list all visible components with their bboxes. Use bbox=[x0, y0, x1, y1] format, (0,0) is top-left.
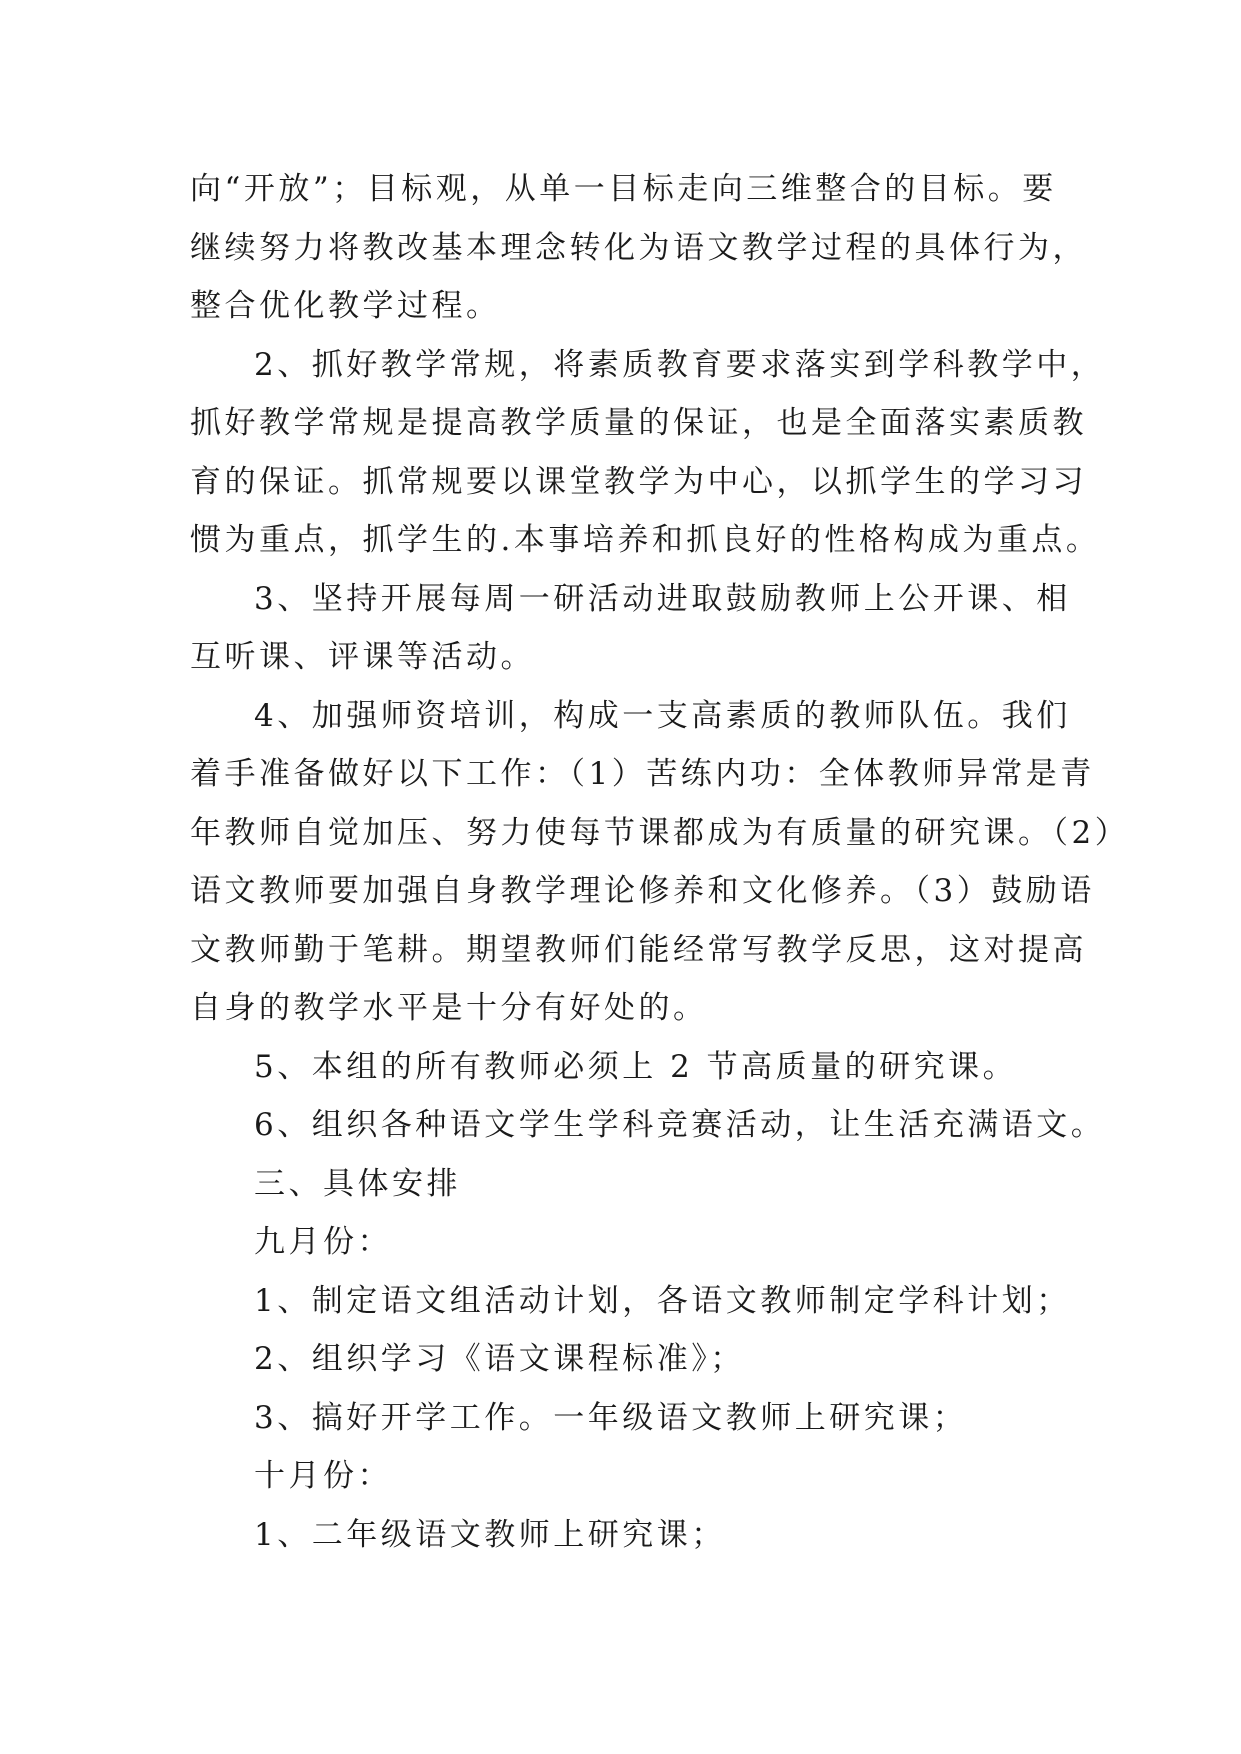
text-line: 继续努力将教改基本理念转化为语文教学过程的具体行为， bbox=[190, 229, 1087, 266]
text-line: 4、加强师资培训，构成一支高素质的教师队伍。我们 bbox=[254, 697, 1071, 734]
month-heading: 十月份： bbox=[254, 1458, 392, 1494]
month-heading: 九月份： bbox=[254, 1224, 392, 1260]
text-line: 育的保证。抓常规要以课堂教学为中心，以抓学生的学习习 bbox=[190, 463, 1087, 500]
text-line: 2、抓好教学常规，将素质教育要求落实到学科教学中， bbox=[254, 346, 1106, 383]
text-line: 自身的教学水平是十分有好处的。 bbox=[190, 990, 708, 1026]
document-body bbox=[190, 160, 1130, 1564]
text-line: 3、坚持开展每周一研活动进取鼓励教师上公开课、相 bbox=[254, 580, 1071, 617]
list-item: 2、组织学习《语文课程标准》； bbox=[254, 1341, 745, 1377]
text-line: 整合优化教学过程。 bbox=[190, 288, 501, 324]
list-item: 1、制定语文组活动计划，各语文教师制定学科计划； bbox=[254, 1282, 1071, 1319]
text-line: 互听课、评课等活动。 bbox=[190, 639, 535, 675]
text-line: 惯为重点，抓学生的.本事培养和抓良好的性格构成为重点。 bbox=[190, 522, 1101, 558]
list-item: 1、二年级语文教师上研究课； bbox=[254, 1516, 726, 1553]
text-line: 语文教师要加强自身教学理论修养和文化修养。（3）鼓励语 bbox=[190, 873, 1095, 909]
text-line: 着手准备做好以下工作：（1）苦练内功：全体教师异常是青 bbox=[190, 756, 1095, 792]
text-line: 文教师勤于笔耕。期望教师们能经常写教学反思，这对提高 bbox=[190, 931, 1087, 968]
text-line: 抓好教学常规是提高教学质量的保证，也是全面落实素质教 bbox=[190, 405, 1087, 441]
text-line: 年教师自觉加压、努力使每节课都成为有质量的研究课。（2） bbox=[190, 814, 1130, 851]
list-item: 3、搞好开学工作。一年级语文教师上研究课； bbox=[254, 1399, 968, 1436]
text-line: 6、组织各种语文学生学科竞赛活动，让生活充满语文。 bbox=[254, 1107, 1106, 1143]
text-line: 向“开放”；目标观，从单一目标走向三维整合的目标。要 bbox=[190, 171, 1057, 207]
text-line: 5、本组的所有教师必须上 2 节高质量的研究课。 bbox=[254, 1048, 1018, 1085]
section-heading: 三、具体安排 bbox=[254, 1165, 461, 1202]
